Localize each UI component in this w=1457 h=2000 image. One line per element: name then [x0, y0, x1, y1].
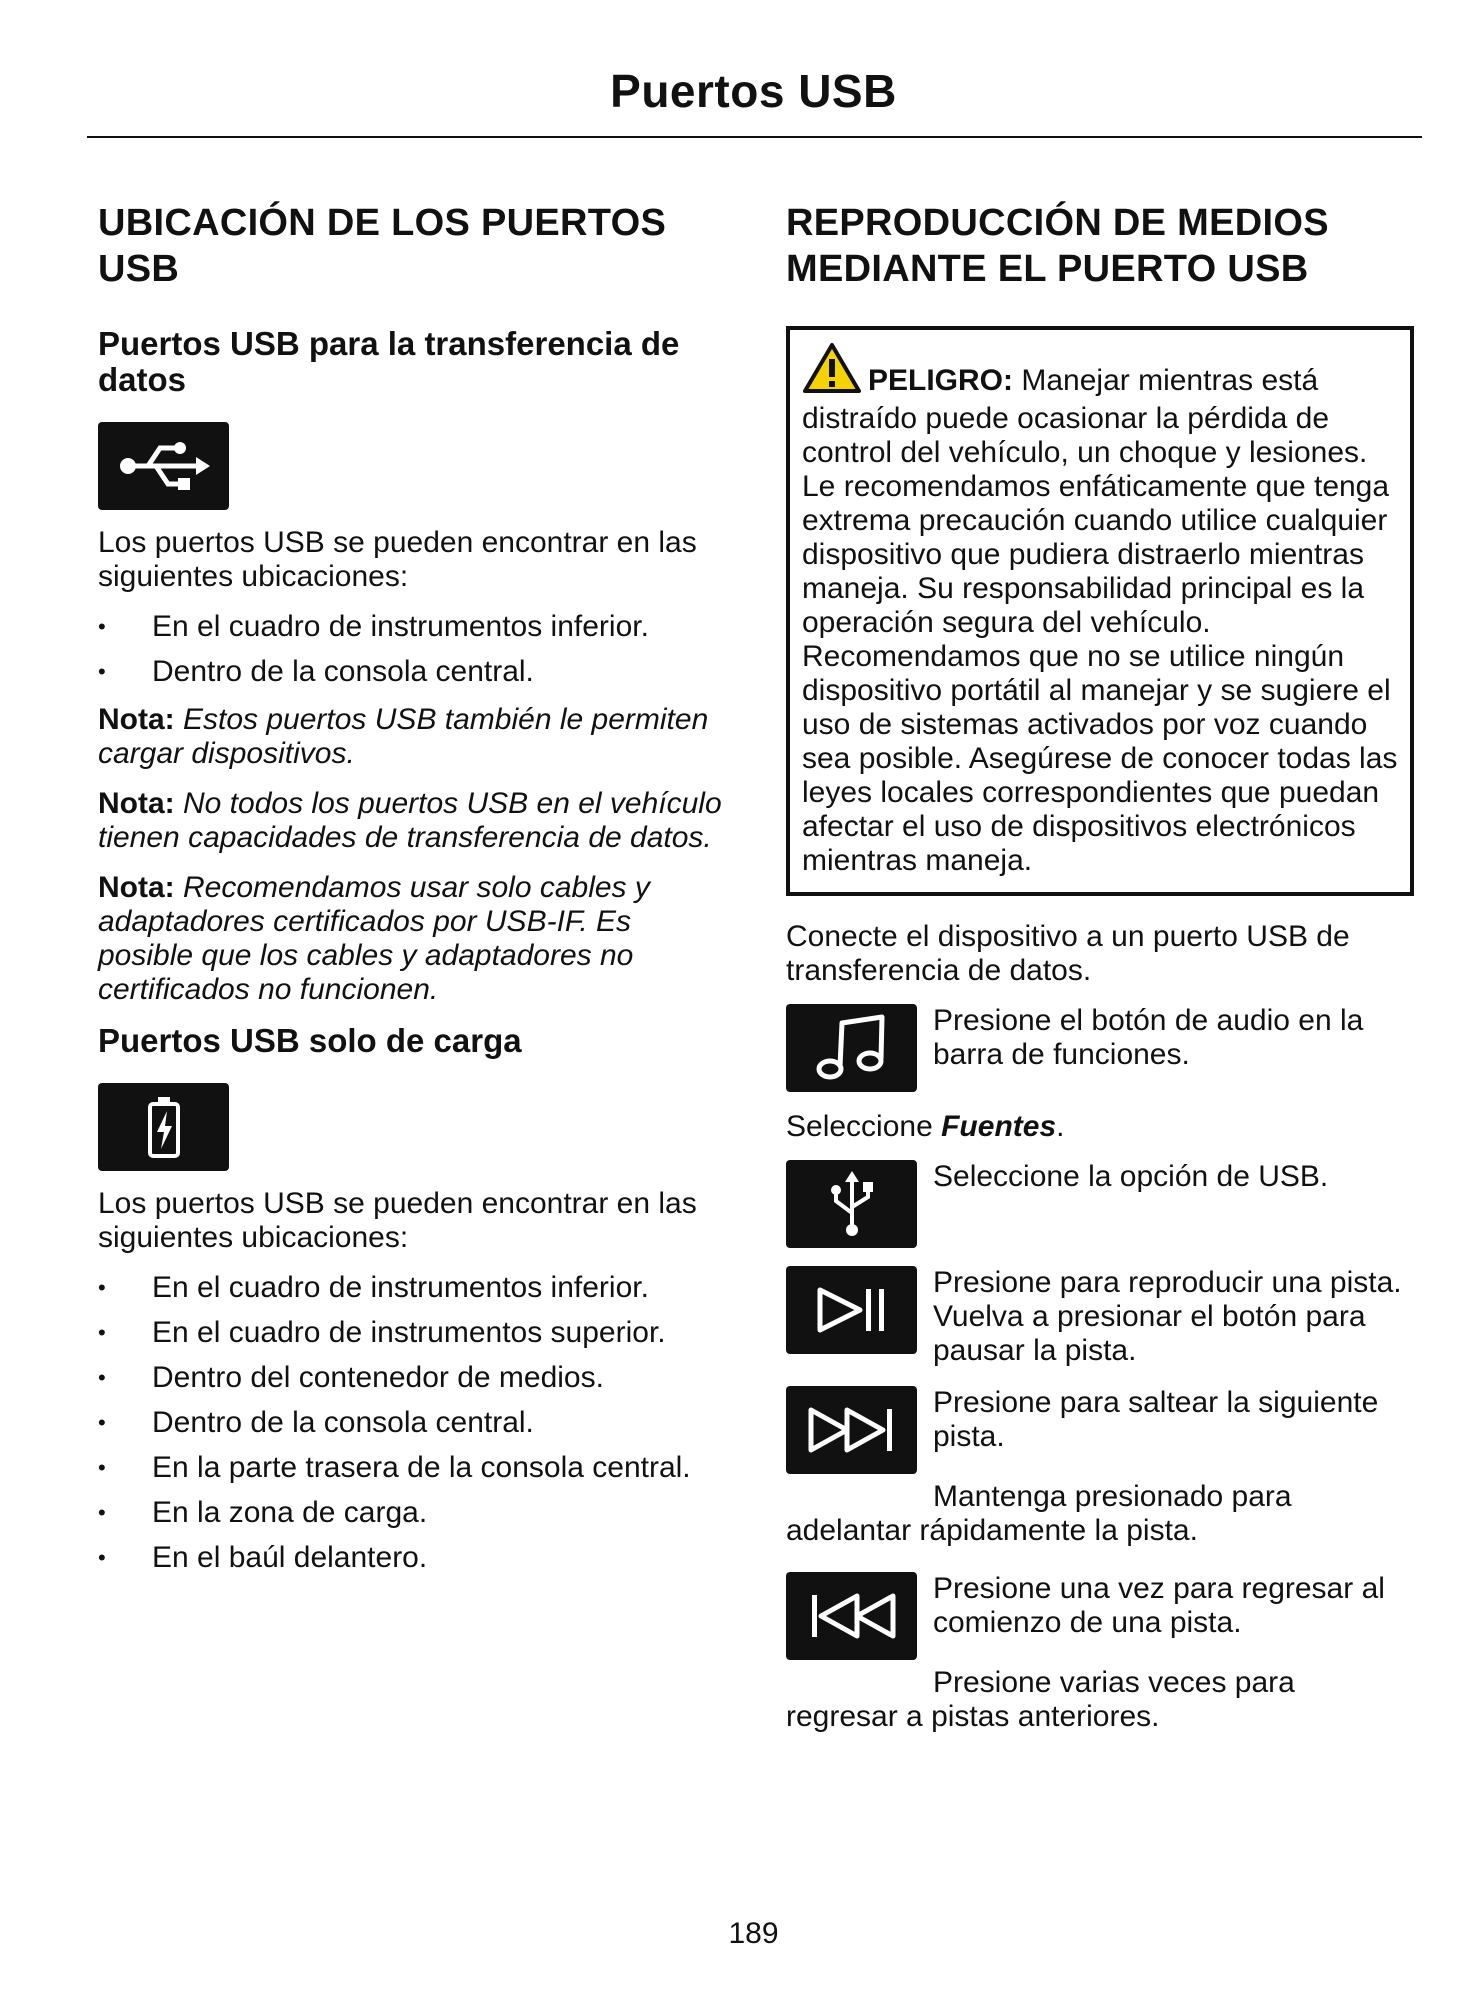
connect-instruction: Conecte el dispositivo a un puerto USB de transferencia de datos.	[786, 920, 1350, 987]
usb-step-text: Seleccione la opción de USB.	[933, 1160, 1329, 1193]
skip-forward-icon	[786, 1386, 917, 1474]
list-item: • Dentro de la consola central.	[98, 1406, 728, 1440]
usb-location-heading: UBICACIÓN DE LOS PUERTOS USB	[98, 202, 667, 290]
sources-label: Fuentes	[941, 1110, 1057, 1143]
list-item: • En la parte trasera de la consola central.	[98, 1451, 728, 1485]
prev-step-continuation	[786, 1666, 1414, 1734]
list-item: • En el cuadro de instrumentos inferior.	[98, 1271, 728, 1305]
play-pause-icon	[786, 1266, 917, 1354]
list-item: • En el baúl delantero.	[98, 1541, 728, 1575]
usb-symbol-icon	[98, 422, 229, 510]
next-step-continuation	[786, 1480, 1414, 1548]
note-certified-cables	[98, 871, 728, 1007]
list-item: • Dentro del contenedor de medios.	[98, 1361, 728, 1395]
danger-warning-box	[786, 326, 1414, 896]
battery-charge-icon	[98, 1083, 229, 1171]
charge-ports-subheading: Puertos USB solo de carga	[98, 1022, 522, 1059]
media-playback-heading: REPRODUCCIÓN DE MEDIOS MEDIANTE EL PUERTO USB	[786, 202, 1329, 290]
note-text: No todos los puertos USB en el vehículo tienen capacidades de transferencia de datos.	[98, 787, 722, 854]
charge-ports-list	[98, 1271, 728, 1575]
audio-step	[786, 1004, 1414, 1092]
note-data-capability	[98, 787, 728, 855]
note-text: Estos puertos USB también le permiten cargar dispositivos.	[98, 703, 709, 770]
next-step-text: Presione para saltear la siguiente pista.	[933, 1386, 1379, 1453]
note-charging	[98, 703, 728, 771]
play-step-text: Presione para reproducir una pista. Vuelva a presionar el botón para pausar la pista.	[933, 1266, 1402, 1367]
prev-step-cont-rest: regresar a pistas anteriores.	[786, 1700, 1160, 1733]
note-label: Nota:	[98, 703, 175, 736]
prev-step	[786, 1572, 1414, 1660]
data-ports-subheading: Puertos USB para la transferencia de datos	[98, 325, 680, 398]
list-item: • En el cuadro de instrumentos superior.	[98, 1316, 728, 1350]
select-sources-prefix: Seleccione	[786, 1110, 942, 1143]
right-column	[786, 200, 1414, 1758]
select-sources-instruction	[786, 1110, 1414, 1144]
note-label: Nota:	[98, 871, 175, 904]
data-ports-list	[98, 610, 728, 689]
play-step	[786, 1266, 1414, 1368]
warning-text: Manejar mientras está distraído puede ocasionar la pérdida de control del vehículo, un choque y lesiones. Le recomendamos enfáticamente que tenga extrema precaución cuando utilice cualquier dispositivo que pudiera distraerlo mientras maneja. Su responsabilidad principal es la operación segura del vehículo. Recomendamos que no se utilice ningún dispositivo portátil al manejar y se sugiere el uso de sistemas activados por voz cuando sea posible. Asegúrese de conocer todas las leyes locales correspondientes que puedan afectar el uso de dispositivos electrónicos mientras maneja.	[802, 364, 1398, 877]
usb-trident-icon	[786, 1160, 917, 1248]
audio-step-text: Presione el botón de audio en la barra de funciones.	[933, 1004, 1364, 1071]
note-label: Nota:	[98, 787, 175, 820]
list-item: • En la zona de carga.	[98, 1496, 728, 1530]
page-title: Puertos USB	[610, 65, 897, 117]
next-step-cont-rest: adelantar rápidamente la pista.	[786, 1514, 1198, 1547]
left-column	[98, 200, 728, 1589]
warning-label: PELIGRO:	[868, 364, 1014, 397]
note-text: Recomendamos usar solo cables y adaptadores certificados por USB-IF. Es posible que los cables y adaptadores no certificados no funcionen.	[98, 871, 650, 1006]
page-number: 189	[728, 1917, 779, 1950]
data-ports-intro: Los puertos USB se pueden encontrar en las siguientes ubicaciones:	[98, 526, 697, 593]
skip-back-icon	[786, 1572, 917, 1660]
select-sources-suffix: .	[1056, 1110, 1065, 1143]
music-note-icon	[786, 1004, 917, 1092]
usb-step	[786, 1160, 1414, 1248]
list-item: • Dentro de la consola central.	[98, 655, 728, 689]
charge-ports-intro: Los puertos USB se pueden encontrar en las siguientes ubicaciones:	[98, 1187, 697, 1254]
prev-step-text: Presione una vez para regresar al comienzo de una pista.	[933, 1572, 1385, 1639]
list-item: • En el cuadro de instrumentos inferior.	[98, 610, 728, 644]
warning-triangle-icon	[802, 342, 862, 402]
prev-step-cont-first: Presione varias veces para	[933, 1666, 1295, 1699]
next-step-cont-first: Mantenga presionado para	[933, 1480, 1292, 1513]
next-step	[786, 1386, 1414, 1474]
title-divider	[87, 136, 1422, 138]
